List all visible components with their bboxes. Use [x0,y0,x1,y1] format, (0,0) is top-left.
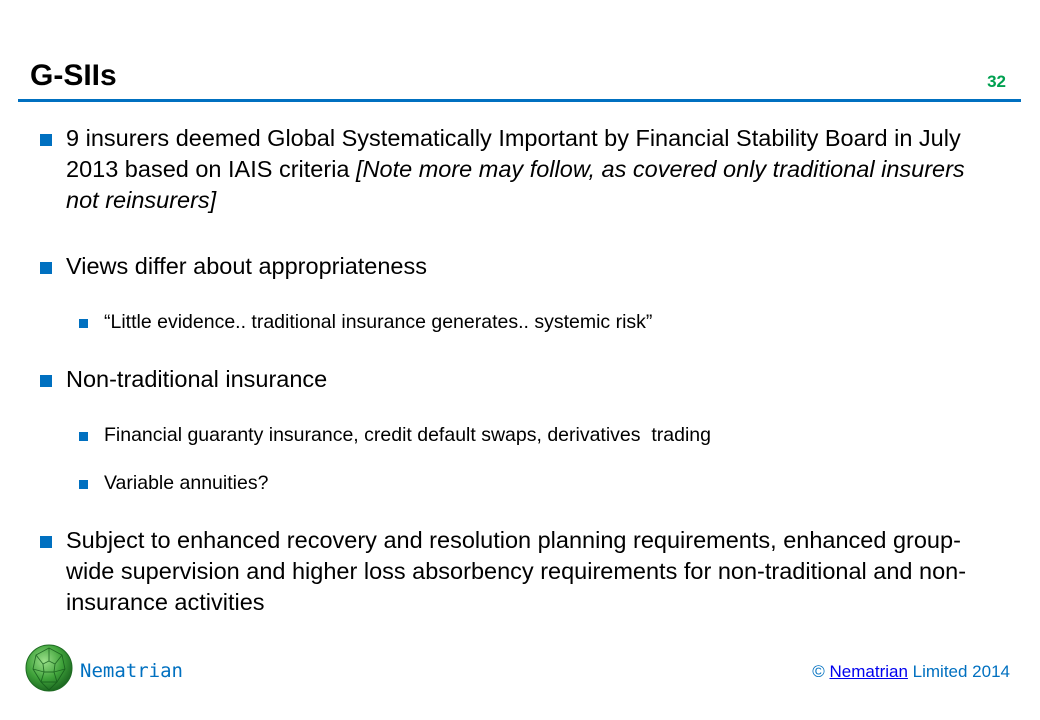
square-bullet-icon [40,262,52,274]
sub-bullet-text: Variable annuities? [104,472,269,494]
nematrian-link[interactable]: Nematrian [829,662,908,681]
bullet-item-views-differ [66,251,996,282]
nematrian-globe-icon [24,643,74,693]
sub-bullet-little-evidence [104,309,984,335]
footer-brand-name: Nematrian [80,660,183,682]
bullet-item-non-traditional [66,364,996,395]
bullet-note: [Note more may follow, as covered only traditional insurers not reinsurers] [66,156,965,213]
square-bullet-icon [79,319,88,328]
square-bullet-icon [40,134,52,146]
bullet-text: Views differ about appropriateness [66,253,428,279]
bullet-text: 9 insurers deemed Global Systematically Important by Financial Stability Board in July 2013 based on IAIS criteria [66,125,961,182]
bullet-item-enhanced-requirements [66,525,996,618]
footer-copyright [812,662,1010,682]
copyright-text: Limited 2014 [907,662,1010,681]
bullet-item-g-sii-designation [66,123,996,216]
sub-bullet-financial-guaranty [104,422,984,448]
copyright-symbol: © [812,662,825,681]
square-bullet-icon [79,480,88,489]
bullet-text: Non-traditional insurance [66,366,328,392]
slide-title: G-SIIs [30,59,117,92]
sub-bullet-variable-annuities [104,470,984,496]
bullet-text: Subject to enhanced recovery and resolution planning requirements, enhanced group-wide supervision and higher loss absorbency requirements for non-traditional and non-insurance activities [66,527,967,615]
square-bullet-icon [40,375,52,387]
square-bullet-icon [40,536,52,548]
square-bullet-icon [79,432,88,441]
page-number: 32 [987,72,1006,91]
sub-bullet-text: “Little evidence.. traditional insurance generates.. systemic risk” [104,311,653,333]
sub-bullet-text: Financial guaranty insurance, credit default swaps, derivatives trading [104,424,711,446]
